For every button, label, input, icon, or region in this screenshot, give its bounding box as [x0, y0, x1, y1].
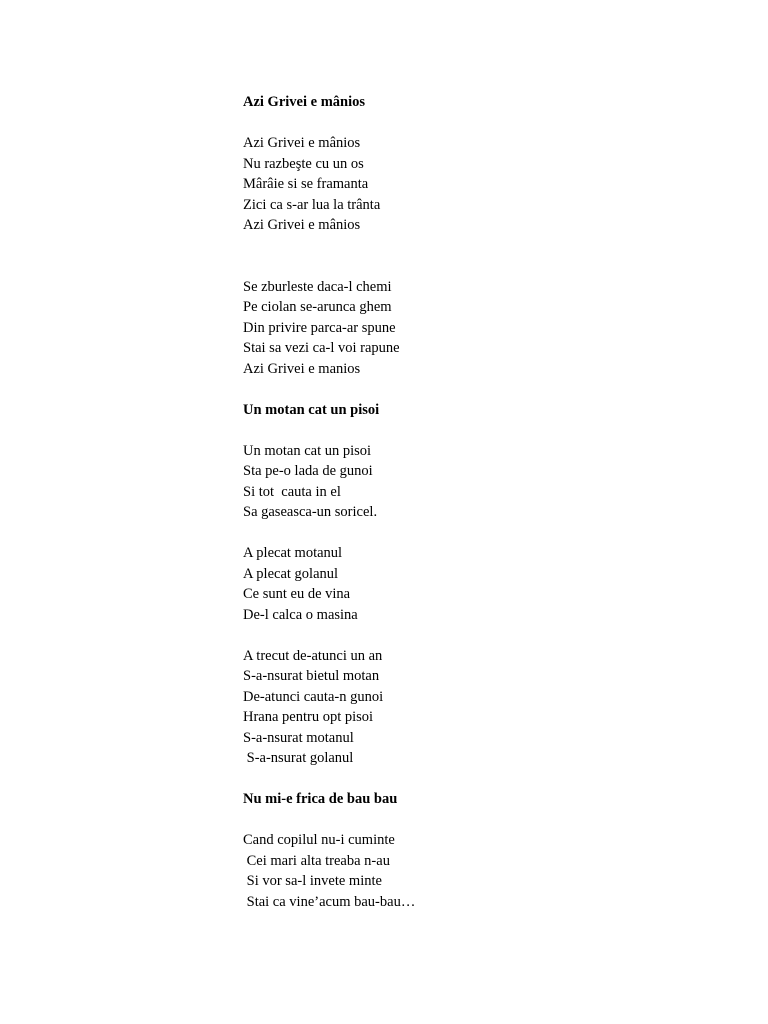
stanza — [243, 277, 723, 380]
document-page — [243, 92, 723, 912]
blank-line — [243, 236, 723, 257]
blank-line — [243, 625, 723, 646]
verse-line: Pe ciolan se-arunca ghem — [243, 299, 392, 315]
stanza — [243, 133, 723, 236]
verse-line: Un motan cat un pisoi — [243, 442, 372, 459]
verse-line: Azi Grivei e mânios — [243, 217, 361, 233]
verse-line: Stai ca vine’acum bau-bau… — [243, 893, 416, 910]
blank-line — [243, 379, 723, 400]
verse-line: Nu razbeşte cu un os — [243, 155, 364, 172]
verse-line: Azi Grivei e mânios — [243, 135, 361, 151]
blank-line — [243, 256, 723, 277]
verse-line: Sa gaseasca-un soricel. — [243, 504, 378, 520]
stanza — [243, 830, 723, 912]
blank-line — [243, 420, 723, 441]
verse-line: Hrana pentru opt pisoi — [243, 709, 374, 725]
verse-line: A plecat motanul — [243, 545, 343, 561]
poem-title: Un motan cat un pisoi — [243, 401, 380, 418]
verse-line: Zici ca s-ar lua la trânta — [243, 196, 381, 213]
verse-line: Cand copilul nu-i cuminte — [243, 832, 395, 848]
poem-title: Nu mi-e frica de bau bau — [243, 791, 398, 807]
verse-line: A trecut de-atunci un an — [243, 647, 383, 664]
verse-line: Si tot cauta in el — [243, 483, 341, 500]
blank-line — [243, 523, 723, 544]
poem-title: Azi Grivei e mânios — [243, 94, 366, 110]
stanza — [243, 646, 723, 769]
blank-line — [243, 769, 723, 790]
stanza — [243, 441, 723, 523]
verse-line: Azi Grivei e manios — [243, 360, 361, 377]
verse-line: S-a-nsurat motanul — [243, 729, 354, 746]
verse-line: S-a-nsurat bietul motan — [243, 668, 380, 684]
blank-line — [243, 810, 723, 831]
verse-line: De-l calca o masina — [243, 606, 358, 623]
verse-line: Ce sunt eu de vina — [243, 586, 351, 602]
verse-line: Mârâie si se framanta — [243, 176, 369, 192]
verse-line: Stai sa vezi ca-l voi rapune — [243, 340, 400, 356]
verse-line: Cei mari alta treaba n-au — [243, 852, 390, 869]
verse-line: A plecat golanul — [243, 565, 339, 582]
verse-line: De-atunci cauta-n gunoi — [243, 688, 384, 705]
verse-line: Se zburleste daca-l chemi — [243, 278, 392, 295]
verse-line: S-a-nsurat golanul — [243, 750, 354, 766]
verse-line: Din privire parca-ar spune — [243, 319, 396, 336]
blank-line — [243, 113, 723, 134]
verse-line: Si vor sa-l invete minte — [243, 873, 382, 889]
verse-line: Sta pe-o lada de gunoi — [243, 463, 373, 479]
stanza — [243, 543, 723, 625]
